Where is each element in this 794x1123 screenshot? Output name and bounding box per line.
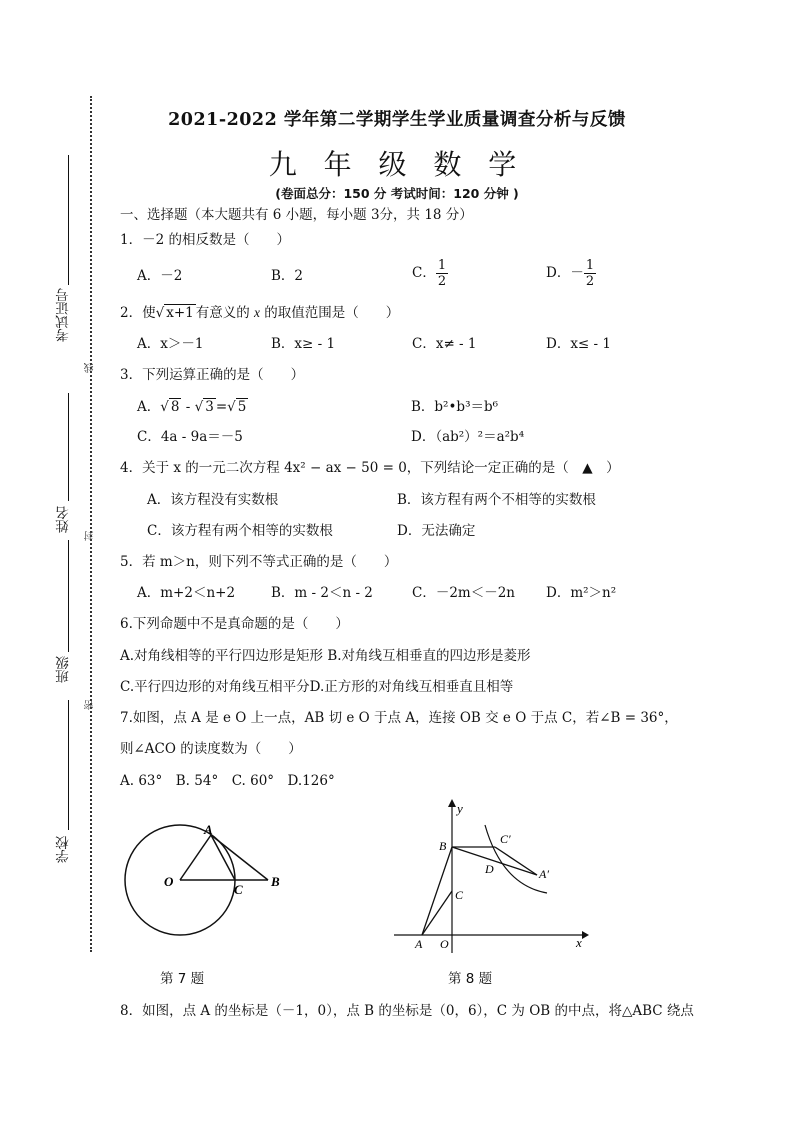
q7-stem-line1: 7.如图，点 A 是 e O 上一点，AB 切 e O 于点 A，连接 OB 交 e O 于点 C，若∠B = 36°， <box>120 710 678 726</box>
subject-title: 九 年 级 数 学 <box>268 148 526 181</box>
q1-d-denominator: 2 <box>585 274 595 289</box>
fig8-label-x: x <box>576 935 582 950</box>
fig8-segment-ab <box>422 847 452 935</box>
q6-stem: 6.下列命题中不是真命题的是（ ） <box>120 616 349 632</box>
q2-option-d: D．x≤ - 1 <box>546 336 611 352</box>
fig8-label-o: O <box>440 937 449 951</box>
class-label: 班级 <box>56 656 72 683</box>
q3-option-d: D．（ab²）²＝a²b⁴ <box>411 429 525 445</box>
q1-d-numerator: 1 <box>585 258 595 273</box>
fig7-label-o: O <box>164 874 174 889</box>
fig7-label-a: A <box>204 822 213 837</box>
q3-a-sqrt1: √ 8 <box>160 399 180 415</box>
q2-stem <box>120 304 399 322</box>
fig7-label-c: C <box>234 882 243 897</box>
q5-stem: 5．若 m＞n，则下列不等式正确的是（ ） <box>120 554 398 570</box>
exam-no-underline <box>68 155 69 285</box>
q2-stem-mid: 有意义的 <box>195 305 255 321</box>
q6-options-cd: C.平行四边形的对角线互相平分D.正方形的对角线互相垂直且相等 <box>120 679 514 695</box>
fig8-label-d: D <box>485 862 494 876</box>
q7-options: A. 63° B. 54° C. 60° D.126° <box>120 773 335 789</box>
figure-7-caption: 第 7 题 <box>160 971 205 987</box>
q3-a-rad2: 3 <box>205 399 214 415</box>
q2-option-a: A．x＞－1 <box>137 336 204 352</box>
exam-time-info: (卷面总分：150 分 考试时间：120 分钟 ) <box>275 186 519 201</box>
fig7-segment-ac <box>211 835 235 880</box>
fig8-arc <box>485 825 547 893</box>
binding-mark-close: 密 <box>85 700 96 710</box>
figure-7-circle-tangent <box>118 818 293 943</box>
q1-c-denominator: 2 <box>437 274 447 289</box>
q5-option-b: B．m - 2＜n - 2 <box>271 585 373 601</box>
q3-a-rad1: 8 <box>170 399 180 415</box>
q8-stem: 8．如图，点 A 的坐标是（－1，0），点 B 的坐标是（0，6），C 为 OB 的中点，将△ABC 绕点 <box>120 1003 694 1019</box>
school-underline <box>68 700 69 830</box>
q6-options-ab: A.对角线相等的平行四边形是矩形 B.对角线互相垂直的四边形是菱形 <box>120 648 531 664</box>
q2-option-b: B．x≥ - 1 <box>271 336 336 352</box>
section-heading: 一、选择题（本大题共有 6 小题，每小题 3分，共 18 分） <box>120 207 473 223</box>
q4-option-a: A．该方程没有实数根 <box>147 492 279 508</box>
q2-radicand: x+1 <box>166 305 194 321</box>
fig8-label-c-prime: C′ <box>500 832 511 846</box>
q2-option-c: C．x≠ - 1 <box>412 336 477 352</box>
q3-a-rad3: 5 <box>237 399 247 415</box>
q3-a-eq: = <box>215 399 228 415</box>
fig7-label-b: B <box>271 874 280 889</box>
q3-a-sqrt2: √ 3 <box>194 399 214 415</box>
name-underline <box>68 393 69 501</box>
exam-title: 2021-2022 学年第二学期学生学业质量调查分析与反馈 <box>168 110 626 130</box>
q5-option-a: A．m+2＜n+2 <box>137 585 236 601</box>
q1-stem: 1．－2 的相反数是（ ） <box>120 232 290 248</box>
q1-d-fraction <box>584 258 596 289</box>
q3-option-a <box>137 398 248 416</box>
q5-option-d: D．m²＞n² <box>546 585 617 601</box>
binding-mark-line: 线 <box>85 363 96 373</box>
q2-sqrt: √ x+1 <box>155 305 194 321</box>
exam-no-label: 考试证号 <box>56 288 72 342</box>
fig8-label-b: B <box>439 839 447 853</box>
fig8-x-arrow <box>582 931 589 939</box>
fig8-label-y: y <box>457 801 463 816</box>
q1-c-fraction <box>436 258 448 289</box>
q1-option-b: B．2 <box>271 268 304 284</box>
school-label: 学校 <box>56 836 72 863</box>
q3-option-b: B．b²•b³＝b⁶ <box>411 399 499 415</box>
fig8-label-a-prime: A′ <box>539 867 549 881</box>
class-underline <box>68 540 69 652</box>
q7-stem-line2: 则∠ACO 的读度数为（ ） <box>120 741 302 757</box>
q3-a-sqrt3: √ 5 <box>227 399 247 415</box>
fig8-segment-c2a2 <box>495 847 537 875</box>
q2-stem-pre: 2．使 <box>120 305 156 321</box>
binding-dotted-line <box>90 96 92 952</box>
q1-d-prefix: D．－ <box>546 265 584 281</box>
figure-8-coordinate-rotation <box>392 795 592 955</box>
fig7-tangent-ab <box>211 835 268 880</box>
name-label: 姓名 <box>56 506 72 533</box>
q1-option-a: A．－2 <box>137 268 183 284</box>
fig7-segment-oa <box>180 835 211 880</box>
fig8-label-c: C <box>455 888 464 902</box>
fig8-segment-ac <box>422 891 452 935</box>
q4-option-c: C．该方程有两个相等的实数根 <box>147 523 333 539</box>
q1-c-numerator: 1 <box>437 258 447 273</box>
q2-var: x <box>254 305 261 320</box>
q3-stem: 3．下列运算正确的是（ ） <box>120 367 305 383</box>
q4-option-b: B．该方程有两个不相等的实数根 <box>397 492 596 508</box>
q5-option-c: C．－2m＜－2n <box>412 585 516 601</box>
q2-stem-post: 的取值范围是（ ） <box>260 305 400 321</box>
q3-a-prefix: A． <box>137 399 161 415</box>
q3-a-mid: - <box>181 399 195 415</box>
q4-option-d: D．无法确定 <box>397 523 476 539</box>
binding-mark-seal: 封 <box>85 531 96 541</box>
figure-8-caption: 第 8 题 <box>448 971 493 987</box>
fig8-y-arrow <box>448 799 456 807</box>
q1-option-c <box>412 258 448 289</box>
q1-option-d <box>546 258 596 289</box>
q4-stem: 4．关于 x 的一元二次方程 4x² − ax − 50 = 0，下列结论一定正确的是（ ▲ ） <box>120 460 620 476</box>
q1-c-prefix: C． <box>412 265 436 281</box>
q3-option-c: C．4a - 9a＝－5 <box>137 429 243 445</box>
fig8-label-a: A <box>415 937 423 951</box>
